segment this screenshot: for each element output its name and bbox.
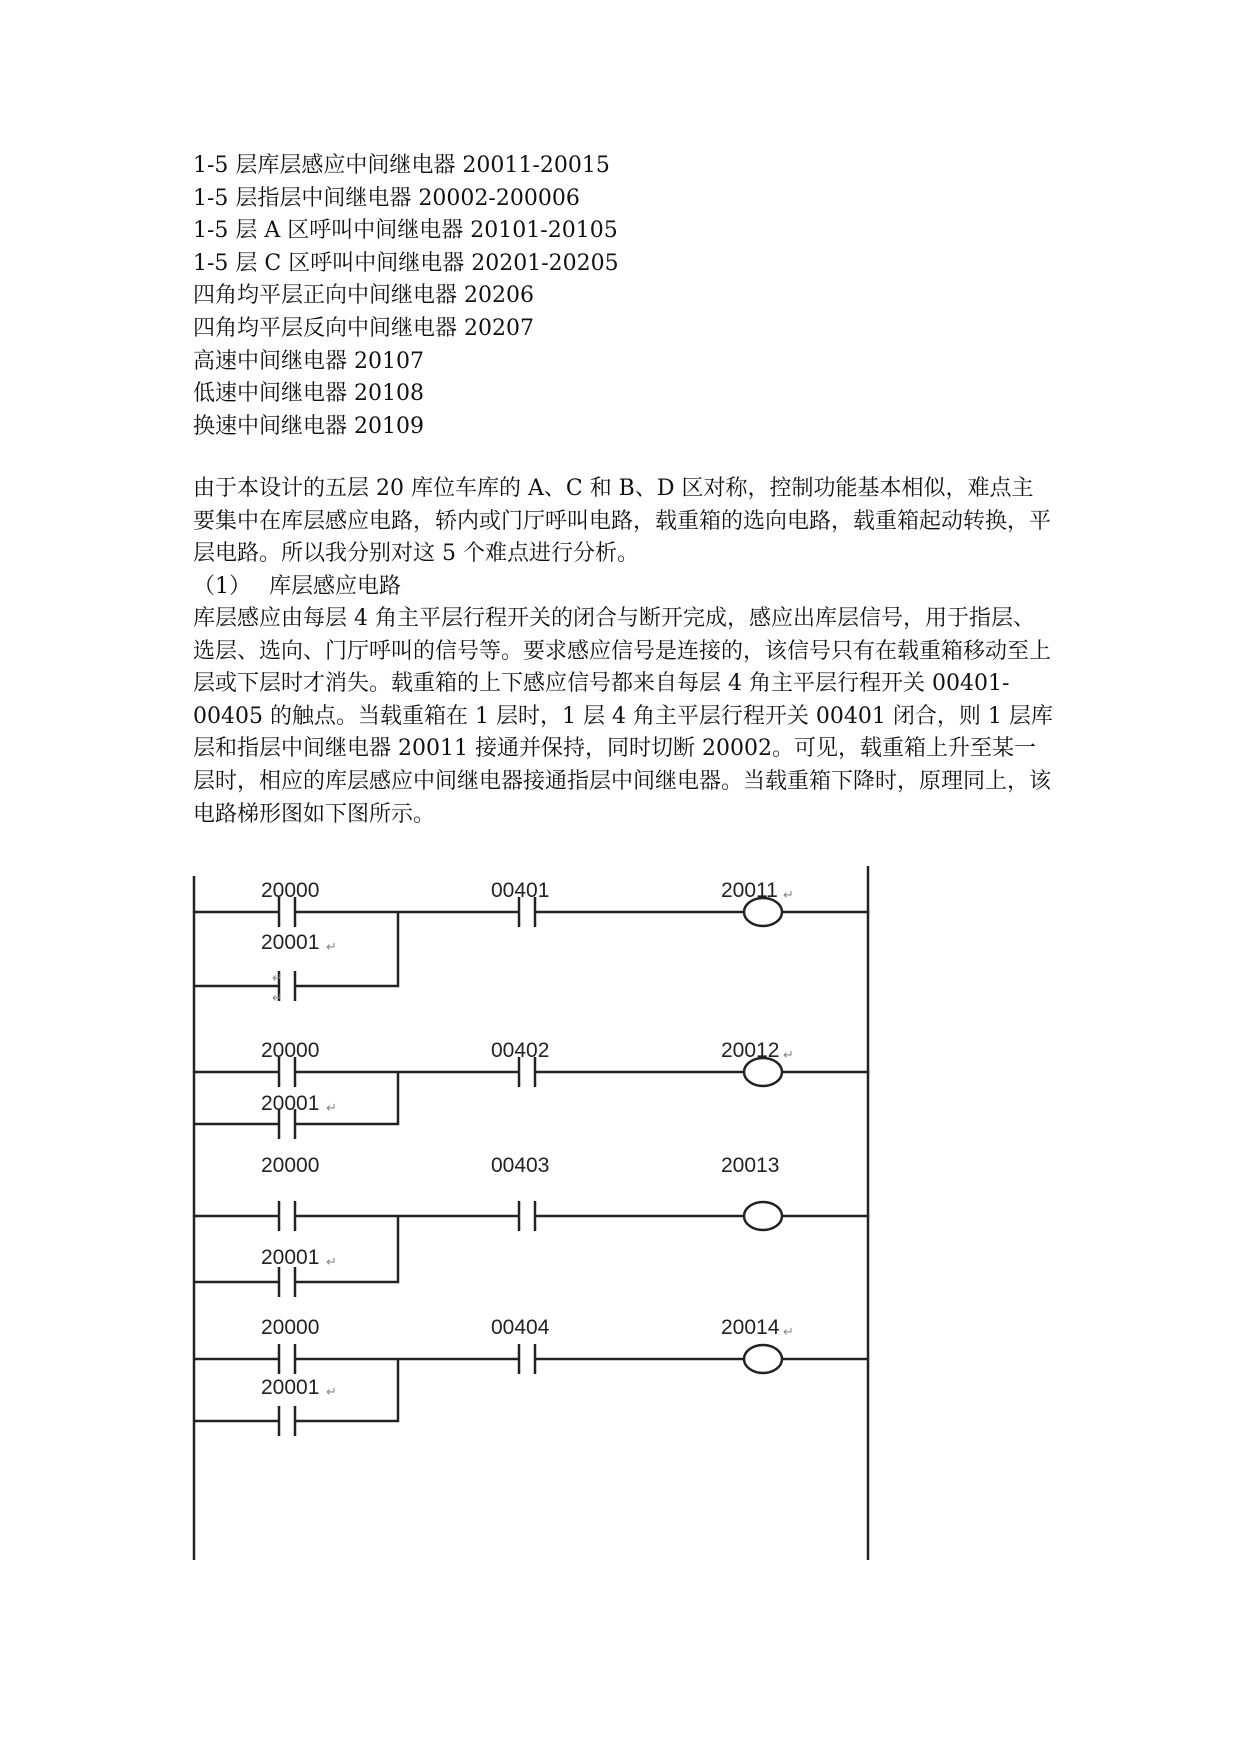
contact-label: 20001 xyxy=(261,1246,320,1269)
relay-list-item: 四角均平层反向中间继电器 20207 xyxy=(193,315,534,341)
contact-label: 20000 xyxy=(261,1154,320,1177)
contact-label: 20000 xyxy=(261,1039,320,1062)
return-mark: ↵ xyxy=(272,970,283,985)
relay-coil-20013 xyxy=(744,1202,782,1230)
coil-label: 20011 xyxy=(721,879,778,902)
return-mark: ↵ xyxy=(783,1324,794,1339)
switch-label: 00402 xyxy=(491,1039,550,1062)
contact-label: 20001 xyxy=(261,1092,320,1115)
return-mark: ↵ xyxy=(783,1047,794,1062)
relay-coil-20011 xyxy=(744,898,782,926)
switch-label: 00401 xyxy=(491,879,550,902)
contact-20001 xyxy=(279,1406,295,1436)
return-mark: ↵ xyxy=(326,1384,337,1399)
relay-list-item: 换速中间继电器 20109 xyxy=(193,413,424,439)
ladder-diagram xyxy=(180,856,880,1586)
relay-list-item: 1-5 层库层感应中间继电器 20011-20015 xyxy=(193,153,610,178)
contact-label: 20001 xyxy=(261,931,320,954)
relay-list-item: 1-5 层 C 区呼叫中间继电器 20201-20205 xyxy=(193,250,619,276)
relay-list-item: 高速中间继电器 20107 xyxy=(193,348,424,374)
section-paragraph: 库层感应由每层 4 角主平层行程开关的闭合与断开完成，感应出库层信号，用于指层、选层、选向、门厅呼叫的信号等。要求感应信号是连接的，该信号只有在载重箱移动至上层或下层时才消失。载重箱的上下感应信号都来自每层 4 角主平层行程开关 00401-00405 的触点。当载重箱在 1 层时，1 层 4 角主平层行程开关 00401 闭合，则 1 层库层和指层中间继电器 20011 接通并保持，同时切断 20002。可见，载重箱上升至某一层时，相应的库层感应中间继电器接通指层中间继电器。当载重箱下降时，原理同上，该电路梯形图如下图所示。 xyxy=(193,606,1053,827)
relay-coil-20012 xyxy=(744,1058,782,1086)
contact-label: 20000 xyxy=(261,1316,320,1339)
limit-switch-contact-00404 xyxy=(519,1344,535,1374)
contact-label: 20001 xyxy=(261,1376,320,1399)
coil-label: 20012 xyxy=(721,1039,780,1062)
relay-coil-20014 xyxy=(744,1345,782,1373)
section-heading xyxy=(193,571,401,604)
relay-list-item: 1-5 层 A 区呼叫中间继电器 20101-20105 xyxy=(193,218,618,244)
relay-list-item: 低速中间继电器 20108 xyxy=(193,381,424,407)
contact-label: 20000 xyxy=(261,879,320,902)
relay-list-item: 1-5 层指层中间继电器 20002-200006 xyxy=(193,185,580,211)
section-title: 库层感应电路 xyxy=(269,574,402,599)
return-mark: ↵ xyxy=(326,939,337,954)
contact-20000 xyxy=(279,1344,295,1374)
return-mark: ↵ xyxy=(783,887,794,902)
intro-paragraph: 由于本设计的五层 20 库位车库的 A、C 和 B、D 区对称，控制功能基本相似，难点主要集中在库层感应电路，轿内或门厅呼叫电路，载重箱的选向电路，载重箱起动转换，平层电路。所以我分别对这 5 个难点进行分析。 xyxy=(193,476,1052,567)
switch-label: 00403 xyxy=(491,1154,550,1177)
contact-20001 xyxy=(279,1267,295,1297)
return-mark: ↵ xyxy=(326,1100,337,1115)
contact-20000 xyxy=(279,1201,295,1231)
relay-assignment-list xyxy=(193,150,619,443)
return-mark: ↵ xyxy=(326,1254,337,1269)
switch-label: 00404 xyxy=(491,1316,550,1339)
limit-switch-contact-00403 xyxy=(519,1201,535,1231)
relay-list-item: 四角均平层正向中间继电器 20206 xyxy=(193,283,534,309)
coil-label: 20013 xyxy=(721,1154,780,1177)
section-number: （1） xyxy=(193,574,251,599)
return-mark: ↵ xyxy=(272,990,283,1005)
coil-label: 20014 xyxy=(721,1316,780,1339)
